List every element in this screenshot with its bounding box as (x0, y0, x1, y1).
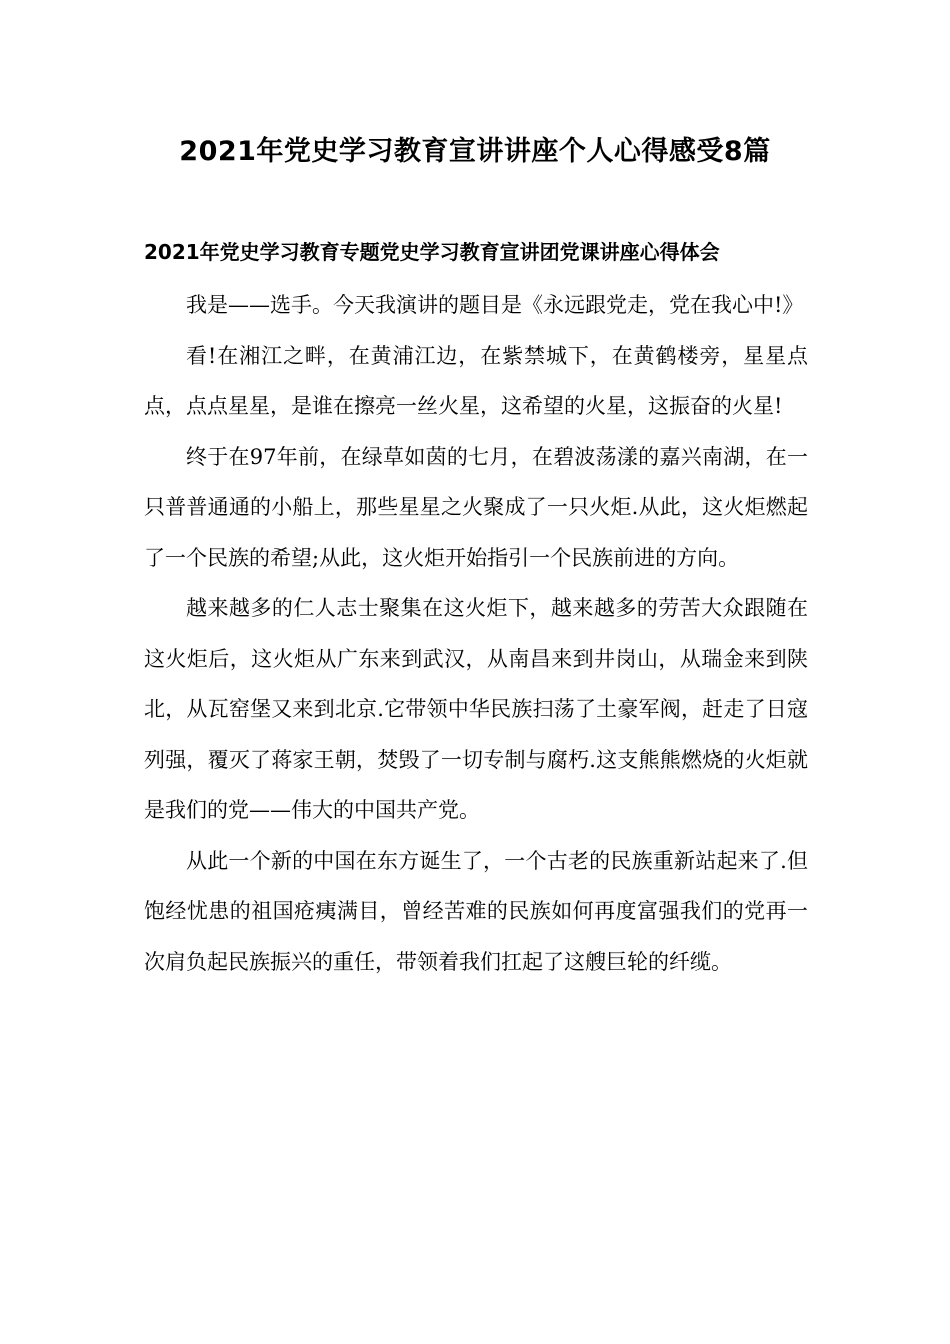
document-title: 2021年党史学习教育宣讲讲座个人心得感受8篇 (179, 136, 771, 167)
document-body (144, 280, 808, 987)
paragraph: 从此一个新的中国在东方诞生了，一个古老的民族重新站起来了.但饱经忧患的祖国疮痍满目，曾经苦难的民族如何再度富强我们的党再一次肩负起民族振兴的重任，带领着我们扛起了这艘巨轮的纤缆。 (144, 848, 808, 974)
paragraph: 终于在97年前，在绿草如茵的七月，在碧波荡漾的嘉兴南湖，在一只普普通通的小船上，那些星星之火聚成了一只火炬.从此，这火炬燃起了一个民族的希望;从此，这火炬开始指引一个民族前进的方向。 (144, 444, 808, 570)
paragraph: 越来越多的仁人志士聚集在这火炬下，越来越多的劳苦大众跟随在这火炬后，这火炬从广东来到武汉，从南昌来到井岗山，从瑞金来到陕北，从瓦窑堡又来到北京.它带领中华民族扫荡了土豪军阀，赶走了日寇列强，覆灭了蒋家王朝，焚毁了一切专制与腐朽.这支熊熊燃烧的火炬就是我们的党——伟大的中国共产党。 (144, 596, 808, 822)
paragraph: 我是——选手。今天我演讲的题目是《永远跟党走，党在我心中!》 (186, 293, 804, 317)
paragraph: 看!在湘江之畔，在黄浦江边，在紫禁城下，在黄鹤楼旁，星星点点，点点星星，是谁在擦亮一丝火星，这希望的火星，这振奋的火星! (144, 343, 808, 418)
document-subtitle: 2021年党史学习教育专题党史学习教育宣讲团党课讲座心得体会 (144, 240, 720, 264)
